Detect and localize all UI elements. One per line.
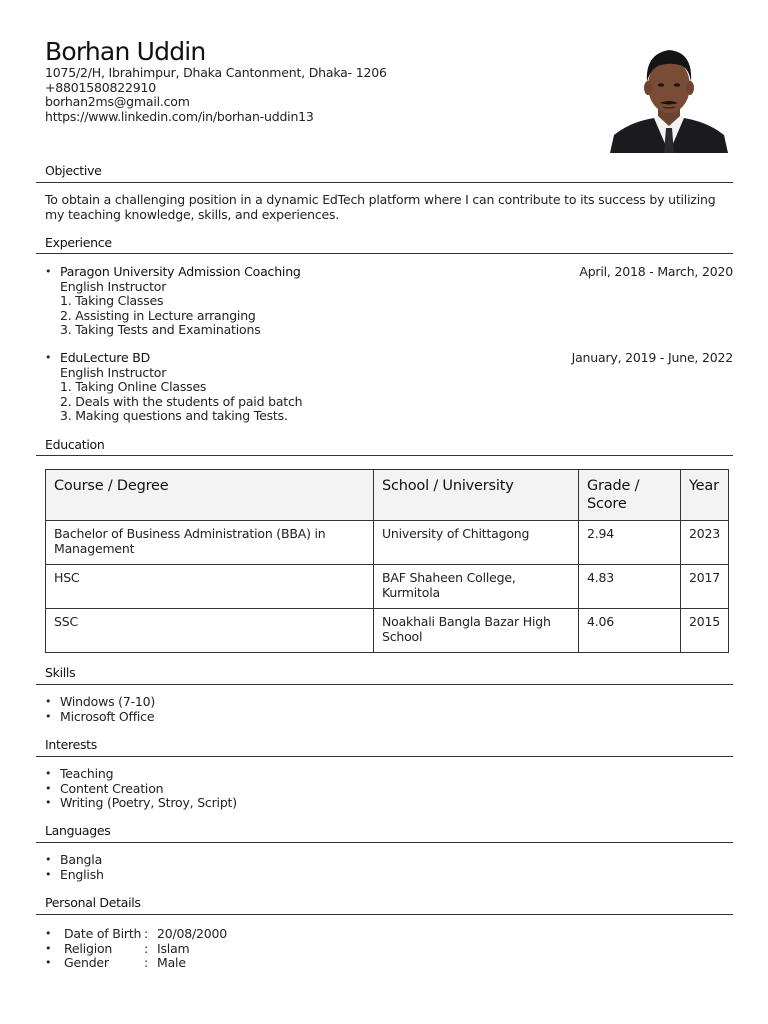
experience-date: January, 2019 - June, 2022 — [571, 350, 733, 365]
contact-block — [45, 66, 387, 124]
experience-duty: 2. Deals with the students of paid batch — [60, 393, 303, 409]
table-cell: SSC — [46, 609, 374, 653]
personal-label: Religion — [64, 940, 113, 956]
table-cell: 4.06 — [578, 609, 680, 653]
personal-label: Date of Birth — [64, 926, 142, 941]
table-cell: 4.83 — [578, 565, 680, 609]
bullet: • — [45, 941, 52, 955]
interest-item: Teaching — [60, 766, 114, 781]
objective-text: To obtain a challenging position in a dynamic EdTech platform where I can contribute to its success by utilizing my teaching knowledge, skills, and experiences. — [45, 192, 716, 222]
skills-divider — [36, 684, 733, 685]
linkedin-url: https://www.linkedin.com/in/borhan-uddin13 — [45, 108, 314, 124]
bullet: • — [45, 695, 52, 708]
table-row — [46, 565, 729, 609]
experience-org: Paragon University Admission Coaching — [60, 264, 301, 279]
experience-org: EduLecture BD — [60, 350, 151, 365]
experience-divider — [36, 253, 733, 254]
bullet: • — [45, 867, 52, 881]
table-header-row — [46, 470, 729, 521]
objective-heading: Objective — [45, 163, 102, 178]
experience-duty: 3. Making questions and taking Tests. — [60, 408, 288, 424]
list-item — [45, 927, 295, 942]
colon-separator: : — [144, 940, 149, 956]
table-row — [46, 609, 729, 653]
languages-heading: Languages — [45, 823, 111, 838]
personal-label: Gender — [64, 955, 109, 971]
bullet: • — [45, 351, 52, 364]
bullet: • — [45, 767, 52, 780]
bullet: • — [45, 265, 52, 278]
experience-role: English Instructor — [60, 278, 167, 294]
experience-heading: Experience — [45, 235, 112, 250]
column-header: Year — [680, 470, 728, 521]
interests-divider — [36, 756, 733, 757]
languages-divider — [36, 842, 733, 843]
list-item — [45, 942, 295, 957]
table-cell: University of Chittagong — [373, 521, 578, 565]
experience-item — [45, 351, 733, 425]
table-row — [46, 521, 729, 565]
colon-separator: : — [144, 955, 149, 971]
personal-heading: Personal Details — [45, 895, 141, 910]
education-heading: Education — [45, 437, 105, 452]
colon-separator: : — [144, 926, 149, 941]
phone: +8801580822910 — [45, 79, 157, 95]
personal-divider — [36, 914, 733, 915]
objective-divider — [36, 182, 733, 183]
list-item — [45, 956, 295, 971]
experience-date: April, 2018 - March, 2020 — [579, 264, 733, 279]
skills-heading: Skills — [45, 665, 76, 680]
bullet: • — [45, 709, 52, 723]
experience-duty: 1. Taking Online Classes — [60, 379, 207, 395]
table-cell: 2.94 — [578, 521, 680, 565]
table-cell: 2017 — [680, 565, 728, 609]
interest-item: Content Creation — [60, 780, 164, 796]
experience-duty: 3. Taking Tests and Examinations — [60, 322, 261, 338]
personal-value: Male — [157, 955, 186, 971]
table-cell: Noakhali Bangla Bazar High School — [373, 609, 578, 653]
column-header: Grade / Score — [578, 470, 680, 521]
personal-list — [45, 927, 295, 971]
address: 1075/2/H, Ibrahimpur, Dhaka Cantonment, Dhaka- 1206 — [45, 65, 387, 80]
interest-item: Writing (Poetry, Stroy, Script) — [60, 795, 237, 811]
email: borhan2ms@gmail.com — [45, 94, 190, 110]
education-divider — [36, 455, 733, 456]
personal-value: Islam — [157, 940, 190, 956]
education-table — [45, 469, 729, 653]
skill-item: Windows (7-10) — [60, 694, 156, 709]
skill-item: Microsoft Office — [60, 708, 155, 724]
bullet: • — [45, 796, 52, 810]
candidate-name: Borhan Uddin — [45, 37, 206, 66]
column-header: School / University — [373, 470, 578, 521]
language-item: English — [60, 866, 104, 882]
bullet: • — [45, 927, 52, 940]
bullet: • — [45, 853, 52, 866]
table-cell: BAF Shaheen College, Kurmitola — [373, 565, 578, 609]
experience-duty: 2. Assisting in Lecture arranging — [60, 307, 256, 323]
table-cell: 2015 — [680, 609, 728, 653]
table-cell: Bachelor of Business Administration (BBA) in Management — [46, 521, 374, 565]
table-cell: HSC — [46, 565, 374, 609]
table-cell: 2023 — [680, 521, 728, 565]
language-item: Bangla — [60, 852, 103, 867]
experience-role: English Instructor — [60, 364, 167, 380]
experience-duty: 1. Taking Classes — [60, 293, 164, 309]
interests-heading: Interests — [45, 737, 97, 752]
bullet: • — [45, 781, 52, 795]
bullet: • — [45, 956, 52, 970]
profile-photo — [610, 40, 728, 153]
personal-value: 20/08/2000 — [157, 926, 228, 941]
column-header: Course / Degree — [46, 470, 374, 521]
experience-item — [45, 265, 733, 339]
